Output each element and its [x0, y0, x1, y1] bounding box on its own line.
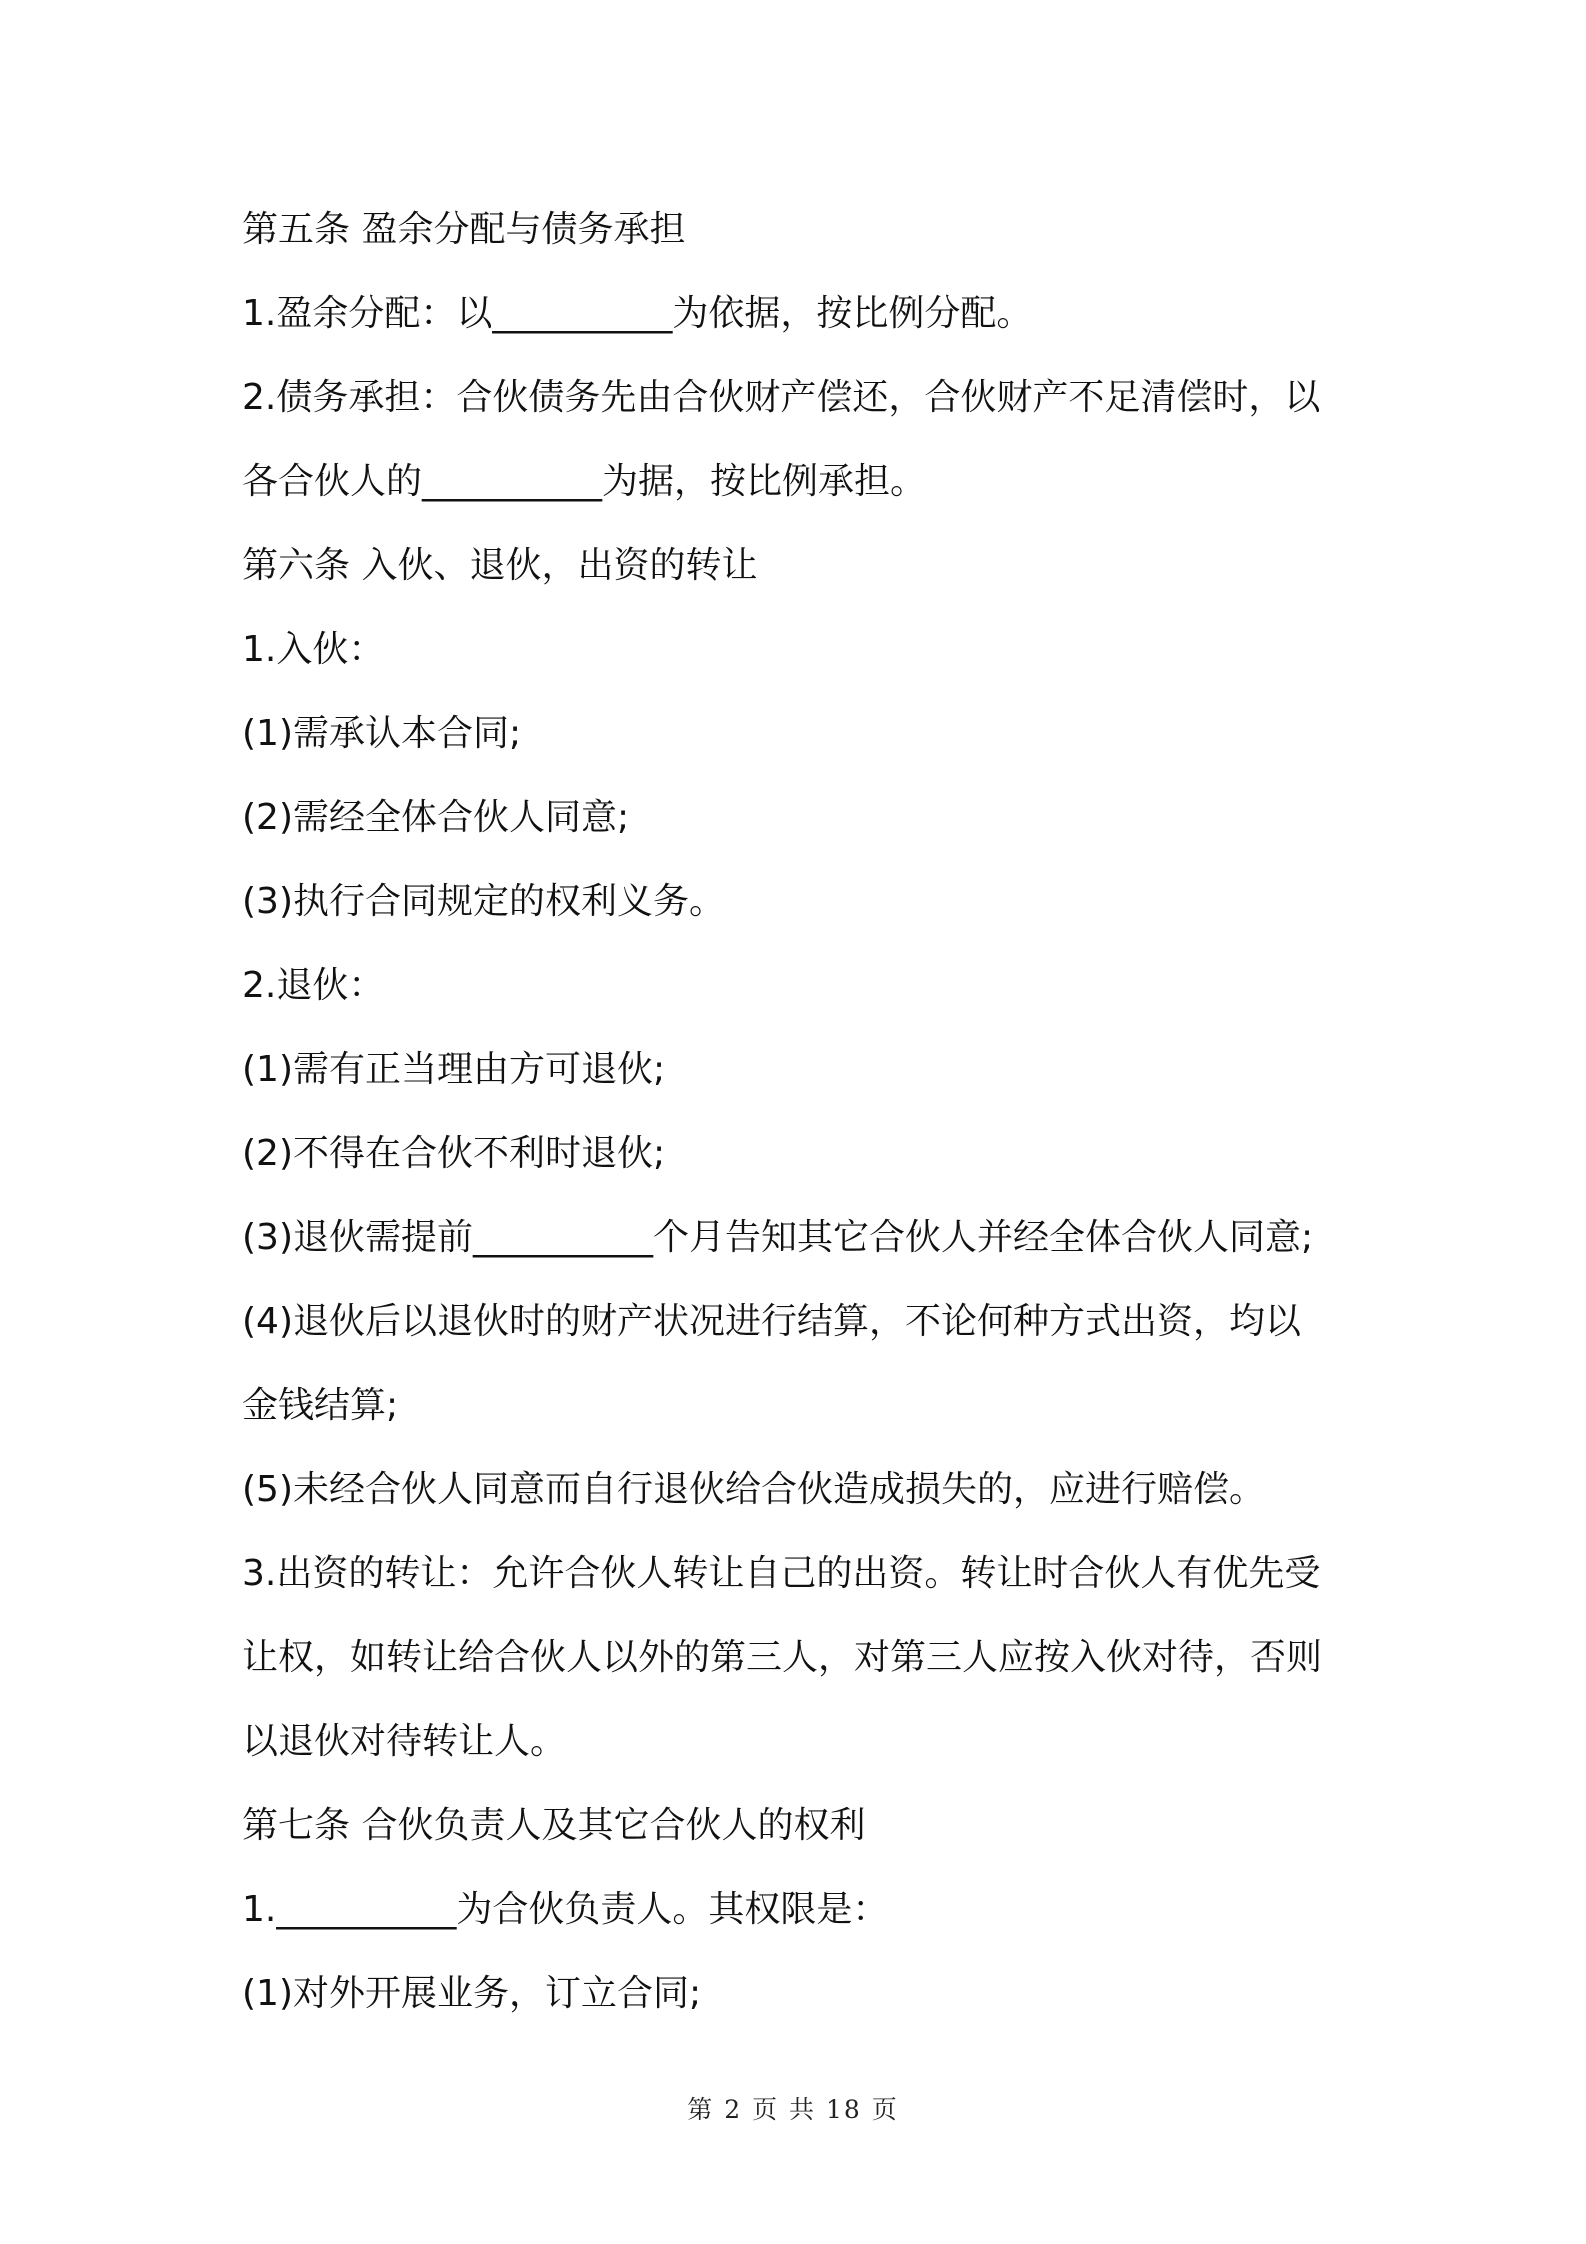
text-line: (5)未经合伙人同意而自行退伙给合伙造成损失的，应进行赔偿。 — [242, 1469, 1265, 1510]
text-line: 1.入伙： — [242, 629, 385, 670]
text-line: (1)需有正当理由方可退伙; — [242, 1049, 666, 1090]
page-number-footer: 第 2 页 共 18 页 — [687, 2095, 899, 2124]
text-line: 3.出资的转让：允许合伙人转让自己的出资。转让时合伙人有优先受 — [242, 1553, 1321, 1594]
article-5-heading: 第五条 盈余分配与债务承担 — [242, 209, 686, 250]
article-6-heading: 第六条 入伙、退伙，出资的转让 — [242, 545, 758, 586]
article-7-heading: 第七条 合伙负责人及其它合伙人的权利 — [242, 1805, 866, 1846]
text-line: (2)需经全体合伙人同意; — [242, 797, 630, 838]
text-line: 各合伙人的__________为据，按比例承担。 — [242, 461, 927, 502]
text-line: 2.退伙： — [242, 965, 385, 1006]
text-line: (4)退伙后以退伙时的财产状况进行结算，不论何种方式出资，均以 — [242, 1301, 1301, 1342]
text-line: 以退伙对待转让人。 — [242, 1721, 567, 1762]
text-line: (1)需承认本合同; — [242, 713, 522, 754]
document-body — [242, 188, 1352, 2036]
text-line: (3)执行合同规定的权利义务。 — [242, 881, 725, 922]
text-line: (2)不得在合伙不利时退伙; — [242, 1133, 666, 1174]
text-line: 1.__________为合伙负责人。其权限是： — [242, 1889, 889, 1930]
text-line: 2.债务承担：合伙债务先由合伙财产偿还，合伙财产不足清偿时，以 — [242, 377, 1321, 418]
text-line: (1)对外开展业务，订立合同; — [242, 1973, 702, 2014]
text-line: 1.盈余分配：以__________为依据，按比例分配。 — [242, 293, 1033, 334]
text-line: 让权，如转让给合伙人以外的第三人，对第三人应按入伙对待，否则 — [242, 1637, 1323, 1678]
text-line: (3)退伙需提前__________个月告知其它合伙人并经全体合伙人同意; — [242, 1217, 1314, 1258]
text-line: 金钱结算; — [242, 1385, 399, 1426]
